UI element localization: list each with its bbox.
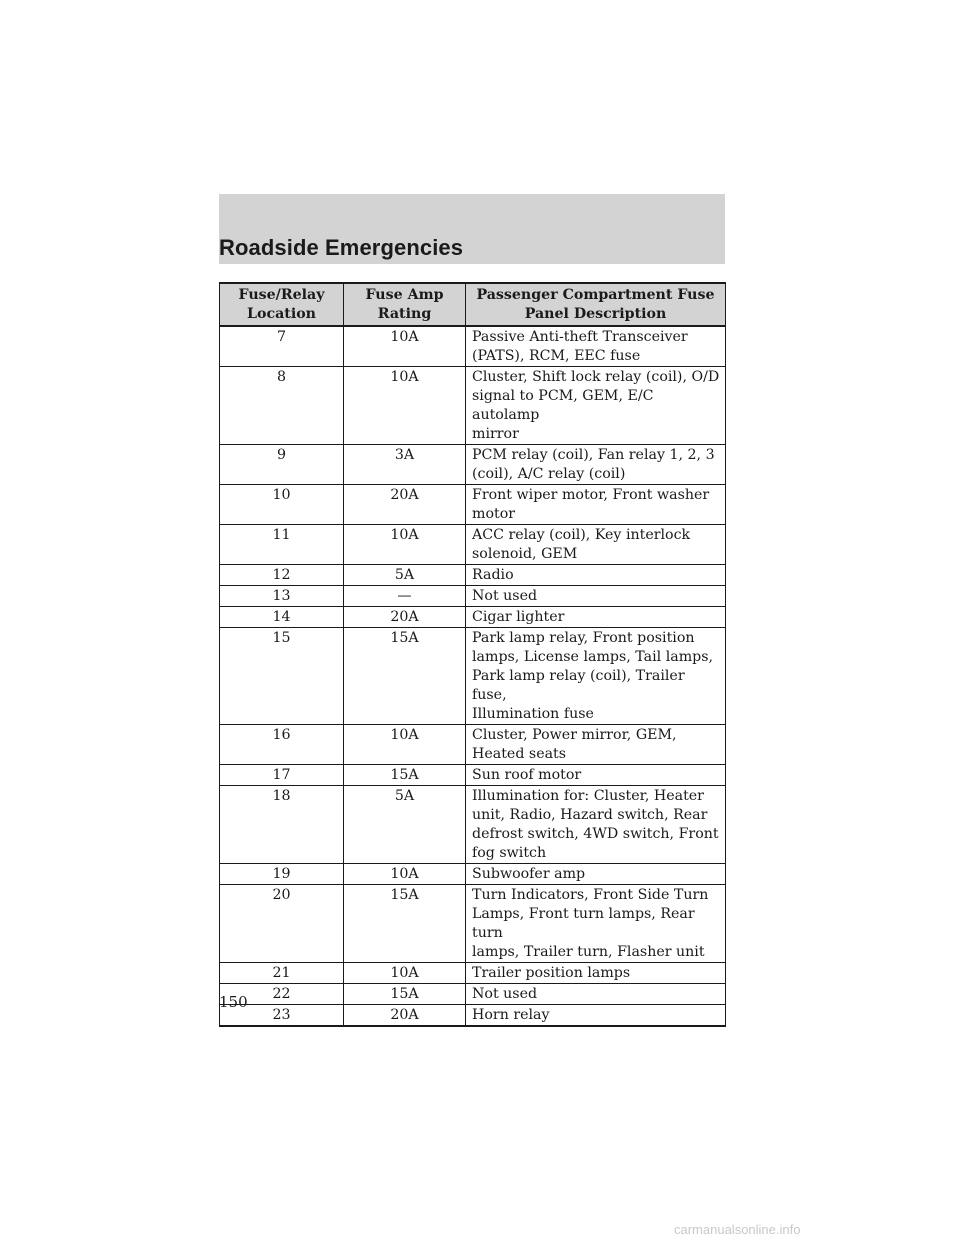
fuse-location-cell: 13 — [220, 586, 344, 607]
fuse-description-cell: Cluster, Power mirror, GEM, Heated seats — [466, 725, 726, 765]
fuse-description-cell: Park lamp relay, Front position lamps, License lamps, Tail lamps, Park lamp relay (coil), Trailer fuse, Illumination fuse — [466, 628, 726, 725]
fuse-location-cell: 8 — [220, 367, 344, 445]
fuse-amp-cell: 15A — [344, 885, 466, 963]
fuse-description-cell: Sun roof motor — [466, 765, 726, 786]
fuse-amp-cell: 10A — [344, 963, 466, 984]
fuse-location-cell: 21 — [220, 963, 344, 984]
fuse-description-cell: Front wiper motor, Front washer motor — [466, 485, 726, 525]
fuse-amp-cell: 20A — [344, 485, 466, 525]
fuse-location-cell: 18 — [220, 786, 344, 864]
table-row — [220, 445, 726, 485]
fuse-table-body — [220, 326, 726, 1026]
table-row — [220, 565, 726, 586]
watermark: carmanualsonline.info — [674, 1222, 801, 1237]
fuse-amp-cell: 20A — [344, 607, 466, 628]
column-header-description: Passenger Compartment Fuse Panel Description — [466, 283, 726, 326]
column-header-location: Fuse/Relay Location — [220, 283, 344, 326]
fuse-location-cell: 22 — [220, 984, 344, 1005]
fuse-location-cell: 14 — [220, 607, 344, 628]
fuse-location-cell: 16 — [220, 725, 344, 765]
fuse-description-cell: Turn Indicators, Front Side Turn Lamps, Front turn lamps, Rear turn lamps, Trailer turn, Flasher unit — [466, 885, 726, 963]
fuse-location-cell: 17 — [220, 765, 344, 786]
page-number: 150 — [219, 993, 248, 1011]
fuse-amp-cell: 5A — [344, 786, 466, 864]
table-row — [220, 725, 726, 765]
fuse-description-cell: Horn relay — [466, 1005, 726, 1027]
fuse-amp-cell: 10A — [344, 725, 466, 765]
fuse-description-cell: Cigar lighter — [466, 607, 726, 628]
fuse-amp-cell: 15A — [344, 628, 466, 725]
table-row — [220, 1005, 726, 1027]
table-row — [220, 586, 726, 607]
fuse-description-cell: ACC relay (coil), Key interlock solenoid, GEM — [466, 525, 726, 565]
section-title: Roadside Emergencies — [219, 235, 464, 260]
table-row — [220, 786, 726, 864]
fuse-location-cell: 11 — [220, 525, 344, 565]
table-row — [220, 607, 726, 628]
fuse-description-cell: Trailer position lamps — [466, 963, 726, 984]
fuse-description-cell: Passive Anti-theft Transceiver (PATS), RCM, EEC fuse — [466, 326, 726, 367]
fuse-location-cell: 23 — [220, 1005, 344, 1027]
fuse-amp-cell: 10A — [344, 367, 466, 445]
fuse-description-cell: Subwoofer amp — [466, 864, 726, 885]
fuse-amp-cell: 3A — [344, 445, 466, 485]
fuse-description-cell: Radio — [466, 565, 726, 586]
fuse-location-cell: 19 — [220, 864, 344, 885]
fuse-description-cell: PCM relay (coil), Fan relay 1, 2, 3 (coil), A/C relay (coil) — [466, 445, 726, 485]
table-row — [220, 628, 726, 725]
table-row — [220, 765, 726, 786]
fuse-table — [219, 282, 726, 1027]
fuse-amp-cell: — — [344, 586, 466, 607]
column-header-amp-rating: Fuse Amp Rating — [344, 283, 466, 326]
table-row — [220, 885, 726, 963]
table-row — [220, 864, 726, 885]
fuse-amp-cell: 10A — [344, 864, 466, 885]
fuse-amp-cell: 10A — [344, 525, 466, 565]
fuse-location-cell: 15 — [220, 628, 344, 725]
fuse-description-cell: Not used — [466, 984, 726, 1005]
table-row — [220, 326, 726, 367]
fuse-amp-cell: 15A — [344, 765, 466, 786]
fuse-amp-cell: 20A — [344, 1005, 466, 1027]
fuse-amp-cell: 5A — [344, 565, 466, 586]
table-row — [220, 525, 726, 565]
fuse-location-cell: 10 — [220, 485, 344, 525]
fuse-location-cell: 20 — [220, 885, 344, 963]
table-row — [220, 367, 726, 445]
fuse-location-cell: 9 — [220, 445, 344, 485]
table-row — [220, 485, 726, 525]
fuse-location-cell: 12 — [220, 565, 344, 586]
fuse-description-cell: Cluster, Shift lock relay (coil), O/D signal to PCM, GEM, E/C autolamp mirror — [466, 367, 726, 445]
table-row — [220, 963, 726, 984]
fuse-location-cell: 7 — [220, 326, 344, 367]
table-header-row — [220, 283, 726, 326]
fuse-description-cell: Illumination for: Cluster, Heater unit, Radio, Hazard switch, Rear defrost switch, 4WD switch, Front fog switch — [466, 786, 726, 864]
fuse-amp-cell: 15A — [344, 984, 466, 1005]
table-row — [220, 984, 726, 1005]
fuse-description-cell: Not used — [466, 586, 726, 607]
fuse-amp-cell: 10A — [344, 326, 466, 367]
